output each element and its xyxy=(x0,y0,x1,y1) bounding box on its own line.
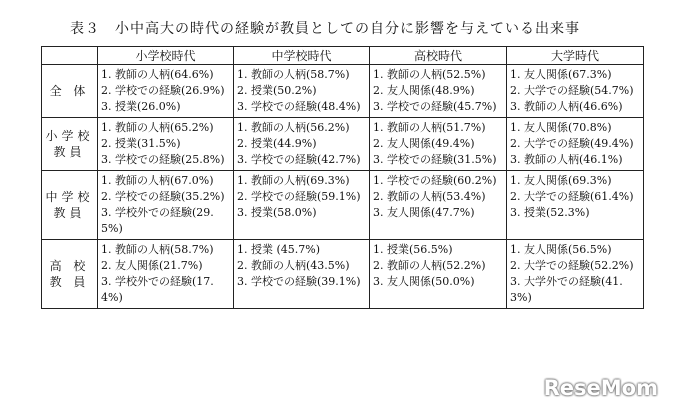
ranked-entry: 1. 教師の人柄(58.7%) xyxy=(101,243,214,256)
ranked-entry: 2. 友人関係(48.9%) xyxy=(373,84,475,97)
header-elementary: 小学校時代 xyxy=(98,47,234,65)
row-junior-high-teachers xyxy=(42,171,644,240)
cell-elementary xyxy=(98,240,234,309)
ranked-entry: 1. 友人関係(67.3%) xyxy=(510,68,612,81)
ranked-entry: 3. 学校での経験(42.7%) xyxy=(237,153,361,166)
ranked-entry: 3. 授業(26.0%) xyxy=(101,100,181,113)
row-label: 全 体 xyxy=(42,65,98,118)
ranked-entry: 3. 学校での経験(45.7%) xyxy=(373,100,497,113)
ranked-entry: 1. 教師の人柄(64.6%) xyxy=(101,68,214,81)
cell-junior-high xyxy=(234,240,370,309)
ranked-entry: 1. 友人関係(56.5%) xyxy=(510,243,612,256)
header-junior-high: 中学校時代 xyxy=(234,47,370,65)
ranked-entry: 2. 学校での経験(26.9%) xyxy=(101,84,225,97)
cell-university xyxy=(507,240,644,309)
ranked-entry: 2. 授業(44.9%) xyxy=(237,137,317,150)
experience-table xyxy=(41,46,644,309)
ranked-entry: 1. 学校での経験(60.2%) xyxy=(373,174,497,187)
header-row xyxy=(42,47,644,65)
cell-high-school xyxy=(370,118,507,171)
ranked-entry: 3. 学校での経験(25.8%) xyxy=(101,153,225,166)
ranked-entry: 1. 教師の人柄(58.7%) xyxy=(237,68,350,81)
ranked-entry: 3. 学校での経験(48.4%) xyxy=(237,100,361,113)
ranked-entry: 2. 授業(50.2%) xyxy=(237,84,317,97)
cell-junior-high xyxy=(234,118,370,171)
row-label: 中学校教員 xyxy=(42,171,98,240)
ranked-entry: 3. 大学外での経験(41.3%) xyxy=(510,275,623,304)
header-university: 大学時代 xyxy=(507,47,644,65)
cell-junior-high xyxy=(234,65,370,118)
row-high-school-teachers xyxy=(42,240,644,309)
cell-elementary xyxy=(98,171,234,240)
ranked-entry: 3. 教師の人柄(46.1%) xyxy=(510,153,623,166)
row-label: 小学校教員 xyxy=(42,118,98,171)
ranked-entry: 1. 授業 (45.7%) xyxy=(237,243,321,256)
ranked-entry: 1. 教師の人柄(51.7%) xyxy=(373,121,486,134)
cell-high-school xyxy=(370,171,507,240)
ranked-entry: 3. 学校での経験(31.5%) xyxy=(373,153,497,166)
ranked-entry: 1. 教師の人柄(67.0%) xyxy=(101,174,214,187)
ranked-entry: 2. 友人関係(21.7%) xyxy=(101,259,203,272)
ranked-entry: 1. 教師の人柄(52.5%) xyxy=(373,68,486,81)
ranked-entry: 2. 教師の人柄(53.4%) xyxy=(373,190,486,203)
header-high-school: 高校時代 xyxy=(370,47,507,65)
cell-elementary xyxy=(98,65,234,118)
ranked-entry: 1. 授業(56.5%) xyxy=(373,243,453,256)
cell-high-school xyxy=(370,240,507,309)
ranked-entry: 1. 教師の人柄(69.3%) xyxy=(237,174,350,187)
ranked-entry: 1. 友人関係(69.3%) xyxy=(510,174,612,187)
row-elementary-teachers xyxy=(42,118,644,171)
resemom-watermark: ReseMom xyxy=(543,376,658,400)
ranked-entry: 2. 大学での経験(54.7%) xyxy=(510,84,634,97)
cell-university xyxy=(507,65,644,118)
ranked-entry: 2. 大学での経験(52.2%) xyxy=(510,259,634,272)
cell-university xyxy=(507,118,644,171)
table-title: 表３ 小中高大の時代の経験が教員としての自分に影響を与えている出来事 xyxy=(70,21,580,37)
ranked-entry: 2. 友人関係(49.4%) xyxy=(373,137,475,150)
ranked-entry: 3. 授業(52.3%) xyxy=(510,206,590,219)
header-corner xyxy=(42,47,98,65)
row-label: 高 校教 員 xyxy=(42,240,98,309)
ranked-entry: 3. 授業(58.0%) xyxy=(237,206,317,219)
ranked-entry: 1. 友人関係(70.8%) xyxy=(510,121,612,134)
cell-university xyxy=(507,171,644,240)
ranked-entry: 2. 教師の人柄(43.5%) xyxy=(237,259,350,272)
ranked-entry: 3. 学校外での経験(17.4%) xyxy=(101,275,214,304)
cell-high-school xyxy=(370,65,507,118)
ranked-entry: 2. 大学での経験(61.4%) xyxy=(510,190,634,203)
row-all xyxy=(42,65,644,118)
ranked-entry: 2. 授業(31.5%) xyxy=(101,137,181,150)
ranked-entry: 2. 教師の人柄(52.2%) xyxy=(373,259,486,272)
ranked-entry: 1. 教師の人柄(56.2%) xyxy=(237,121,350,134)
ranked-entry: 1. 教師の人柄(65.2%) xyxy=(101,121,214,134)
ranked-entry: 2. 学校での経験(35.2%) xyxy=(101,190,225,203)
ranked-entry: 2. 大学での経験(49.4%) xyxy=(510,137,634,150)
ranked-entry: 3. 学校外での経験(29.5%) xyxy=(101,206,214,235)
ranked-entry: 2. 学校での経験(59.1%) xyxy=(237,190,361,203)
ranked-entry: 3. 友人関係(47.7%) xyxy=(373,206,475,219)
cell-elementary xyxy=(98,118,234,171)
ranked-entry: 3. 教師の人柄(46.6%) xyxy=(510,100,623,113)
cell-junior-high xyxy=(234,171,370,240)
ranked-entry: 3. 友人関係(50.0%) xyxy=(373,275,475,288)
ranked-entry: 3. 学校での経験(39.1%) xyxy=(237,275,361,288)
